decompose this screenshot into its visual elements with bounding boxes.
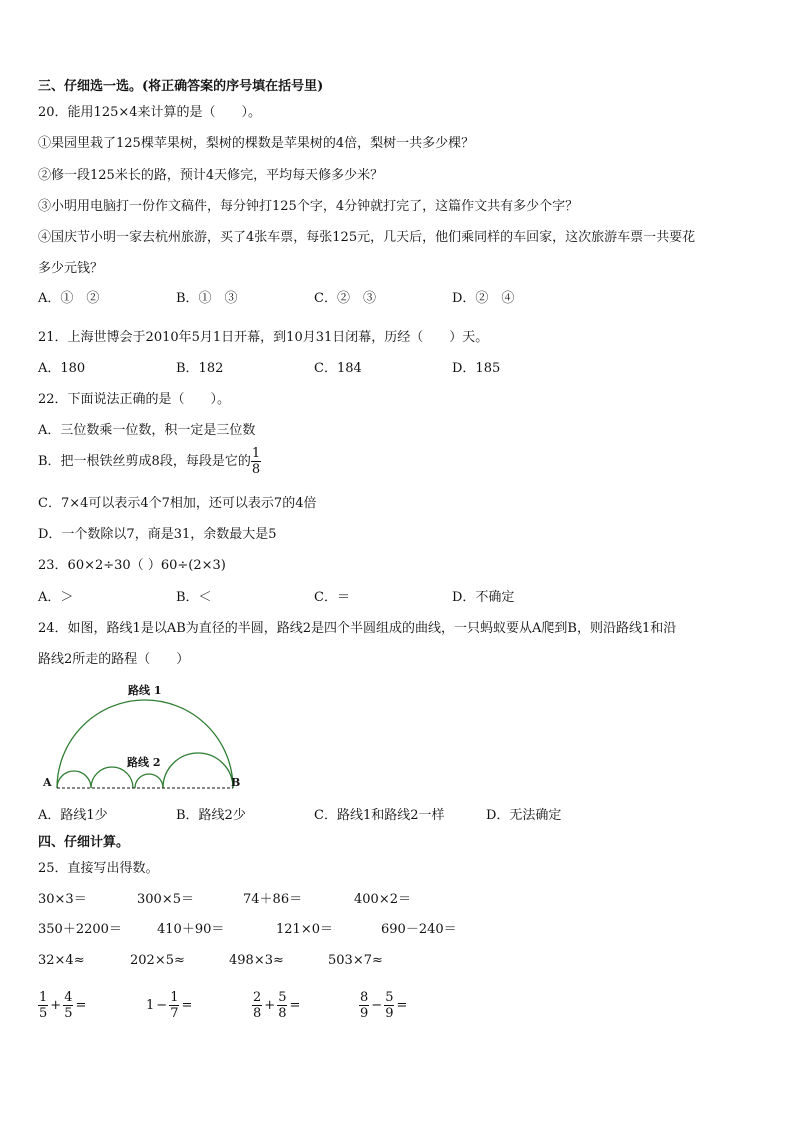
question-23-stem: 23．60×2÷30（ ）60÷(2×3) [38, 558, 226, 573]
question-24-option-c: C．路线1和路线2一样 [314, 808, 445, 823]
route-diagram [40, 682, 250, 792]
fraction-denominator: 8 [278, 1006, 287, 1021]
question-21-option-d: D．185 [452, 361, 501, 376]
question-21-option-c: C．184 [314, 361, 362, 376]
question-23-option-c: C．＝ [314, 590, 350, 605]
route-2-semicircle-3 [135, 774, 163, 788]
fraction-numerator: 8 [360, 990, 369, 1005]
route-1-label: 路线 1 [128, 684, 162, 697]
route-2-semicircle-2 [91, 767, 133, 788]
fraction-numerator: 1 [251, 446, 261, 461]
fraction-denominator: 5 [39, 1006, 48, 1021]
operator: + [50, 998, 62, 1013]
fraction [63, 990, 73, 1021]
question-24-stem-line-1: 24．如图，路线1是以AB为直径的半圆，路线2是四个半圆组成的曲线，一只蚂蚁要从A爬到B，则沿路线1和沿 [38, 621, 677, 636]
fraction-expression [38, 990, 88, 1021]
question-20-item-4-cont: 多少元钱？ [38, 261, 104, 276]
question-20-item-1: ①果园里栽了125棵苹果树，梨树的棵数是苹果树的4倍，梨树一共多少棵？ [38, 136, 475, 151]
route-2-semicircle-4 [163, 753, 233, 788]
question-23-option-a: A．＞ [38, 590, 74, 605]
whole-number: 1 [146, 998, 155, 1013]
calc-item: 202×5≈ [130, 953, 185, 968]
fraction-denominator: 7 [170, 1006, 179, 1021]
fraction-expression [359, 990, 409, 1021]
question-20-option-d: D．② ④ [452, 291, 515, 306]
calc-item: 503×7≈ [328, 953, 383, 968]
fraction-numerator: 2 [253, 990, 262, 1005]
section-heading-4: 四、仔细计算。 [38, 835, 130, 850]
fraction-denominator: 8 [253, 1006, 262, 1021]
question-21-option-b: B．182 [176, 361, 224, 376]
question-20-stem: 20．能用125×4来计算的是（ ）。 [38, 105, 262, 120]
question-23-option-d: D．不确定 [452, 590, 515, 605]
fraction [384, 990, 394, 1021]
calc-item: 410＋90＝ [157, 922, 225, 937]
question-20-option-a: A．① ② [38, 291, 100, 306]
question-20-option-b: B．① ③ [176, 291, 238, 306]
fraction [251, 446, 261, 477]
question-21-option-a: A．180 [38, 361, 86, 376]
question-25-stem: 25．直接写出得数。 [38, 861, 159, 876]
question-22-option-b-text: B．把一根铁丝剪成8段，每段是它的 [38, 453, 251, 469]
fraction-numerator: 1 [39, 990, 48, 1005]
equals-sign: = [396, 998, 408, 1013]
route-2-label: 路线 2 [127, 756, 161, 769]
operator: − [156, 998, 168, 1013]
calc-item: 30×3＝ [38, 892, 87, 907]
question-22-option-a: A．三位数乘一位数，积一定是三位数 [38, 423, 256, 438]
point-a-label: A [43, 776, 52, 789]
question-23-option-b: B．＜ [176, 590, 212, 605]
calc-item: 690－240＝ [381, 922, 457, 937]
fraction [277, 990, 287, 1021]
point-b-label: B [231, 776, 241, 789]
fraction [38, 990, 48, 1021]
equals-sign: = [75, 998, 87, 1013]
fraction [252, 990, 262, 1021]
calc-item: 121×0＝ [276, 922, 333, 937]
question-22-stem: 22．下面说法正确的是（ ）。 [38, 392, 231, 407]
equals-sign: = [289, 998, 301, 1013]
fraction [169, 990, 179, 1021]
fraction-denominator: 5 [64, 1006, 73, 1021]
fraction-expression [146, 990, 194, 1021]
route-2-semicircle-1 [57, 771, 91, 788]
question-24-stem-line-2: 路线2所走的路程（ ） [38, 652, 190, 667]
fraction-denominator: 9 [385, 1006, 394, 1021]
section-heading-3: 三、仔细选一选。(将正确答案的序号填在括号里) [38, 79, 324, 94]
question-24-option-b: B．路线2少 [176, 808, 246, 823]
equals-sign: = [181, 998, 193, 1013]
calc-item: 74＋86＝ [243, 892, 303, 907]
operator: + [264, 998, 276, 1013]
fraction-numerator: 5 [278, 990, 287, 1005]
question-24-option-d: D．无法确定 [486, 808, 562, 823]
question-22-option-b [38, 446, 261, 477]
calc-item: 300×5＝ [137, 892, 194, 907]
fraction-numerator: 4 [64, 990, 73, 1005]
question-22-option-c: C．7×4可以表示4个7相加，还可以表示7的4倍 [38, 496, 317, 511]
operator: − [371, 998, 383, 1013]
question-20-item-3: ③小明用电脑打一份作文稿件，每分钟打125个字，4分钟就打完了，这篇作文共有多少个字？ [38, 199, 579, 214]
calc-item: 32×4≈ [38, 953, 85, 968]
question-22-option-d: D．一个数除以7，商是31，余数最大是5 [38, 527, 277, 542]
fraction-numerator: 1 [170, 990, 179, 1005]
question-21-stem: 21．上海世博会于2010年5月1日开幕，到10月31日闭幕，历经（ ）天。 [38, 330, 489, 345]
question-20-item-4: ④国庆节小明一家去杭州旅游，买了4张车票，每张125元，几天后，他们乘同样的车回家，这次旅游车票一共要花 [38, 230, 696, 245]
fraction-denominator: 9 [360, 1006, 369, 1021]
question-20-item-2: ②修一段125米长的路，预计4天修完，平均每天修多少米？ [38, 168, 384, 183]
calc-item: 350＋2200＝ [38, 922, 122, 937]
calc-item: 498×3≈ [229, 953, 284, 968]
fraction [359, 990, 369, 1021]
question-24-option-a: A．路线1少 [38, 808, 108, 823]
fraction-numerator: 5 [385, 990, 394, 1005]
fraction-expression [252, 990, 302, 1021]
question-20-option-c: C．② ③ [314, 291, 376, 306]
fraction-denominator: 8 [251, 462, 261, 477]
calc-item: 400×2＝ [354, 892, 411, 907]
